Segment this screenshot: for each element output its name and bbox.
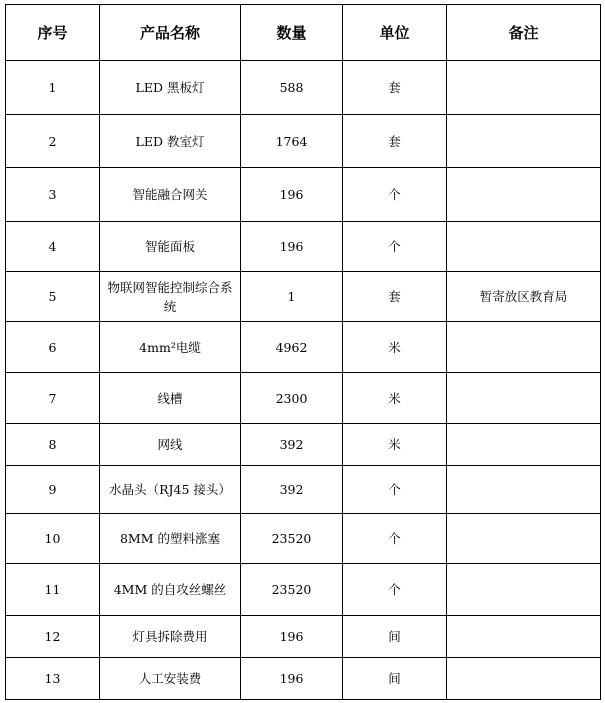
- cell-unit: 米: [343, 322, 447, 373]
- cell-unit: 个: [343, 514, 447, 564]
- cell-quantity: 392: [241, 424, 343, 466]
- cell-name: 线槽: [100, 373, 241, 424]
- cell-quantity: 23520: [241, 514, 343, 564]
- cell-index: 11: [6, 564, 100, 616]
- cell-unit: 米: [343, 424, 447, 466]
- cell-index: 5: [6, 272, 100, 322]
- table-row: [6, 616, 601, 658]
- table-row: [6, 272, 601, 322]
- cell-unit: 间: [343, 616, 447, 658]
- cell-index: 13: [6, 658, 100, 700]
- cell-note: [447, 564, 601, 616]
- table-row: [6, 168, 601, 222]
- cell-name: 灯具拆除费用: [100, 616, 241, 658]
- cell-name: 人工安装费: [100, 658, 241, 700]
- table-row: [6, 424, 601, 466]
- cell-unit: 套: [343, 61, 447, 115]
- cell-quantity: 2300: [241, 373, 343, 424]
- cell-name: 智能面板: [100, 222, 241, 272]
- cell-note: 暂寄放区教育局: [447, 272, 601, 322]
- table-row: [6, 466, 601, 514]
- cell-quantity: 588: [241, 61, 343, 115]
- table-body: [6, 61, 601, 700]
- cell-index: 6: [6, 322, 100, 373]
- table-row: [6, 322, 601, 373]
- table-row: [6, 564, 601, 616]
- cell-quantity: 196: [241, 616, 343, 658]
- cell-note: [447, 168, 601, 222]
- cell-index: 4: [6, 222, 100, 272]
- table-row: [6, 658, 601, 700]
- table-row: [6, 373, 601, 424]
- cell-quantity: 4962: [241, 322, 343, 373]
- table-header: [6, 5, 601, 61]
- cell-unit: 米: [343, 373, 447, 424]
- cell-note: [447, 424, 601, 466]
- cell-name: 网线: [100, 424, 241, 466]
- cell-quantity: 392: [241, 466, 343, 514]
- cell-note: [447, 466, 601, 514]
- table-row: [6, 222, 601, 272]
- cell-unit: 个: [343, 222, 447, 272]
- cell-name: 智能融合网关: [100, 168, 241, 222]
- cell-name: 4mm²电缆: [100, 322, 241, 373]
- cell-quantity: 1764: [241, 115, 343, 168]
- cell-name: LED 教室灯: [100, 115, 241, 168]
- cell-unit: 个: [343, 564, 447, 616]
- table-row: [6, 514, 601, 564]
- cell-index: 9: [6, 466, 100, 514]
- cell-name: 水晶头（RJ45 接头）: [100, 466, 241, 514]
- cell-note: [447, 115, 601, 168]
- cell-index: 1: [6, 61, 100, 115]
- cell-note: [447, 616, 601, 658]
- header-unit: 单位: [343, 5, 447, 61]
- cell-note: [447, 61, 601, 115]
- header-note: 备注: [447, 5, 601, 61]
- cell-quantity: 196: [241, 658, 343, 700]
- table-row: [6, 115, 601, 168]
- cell-index: 2: [6, 115, 100, 168]
- header-row: [6, 5, 601, 61]
- table-row: [6, 61, 601, 115]
- cell-index: 8: [6, 424, 100, 466]
- cell-note: [447, 514, 601, 564]
- header-name: 产品名称: [100, 5, 241, 61]
- cell-note: [447, 222, 601, 272]
- cell-unit: 个: [343, 466, 447, 514]
- cell-unit: 套: [343, 272, 447, 322]
- cell-index: 7: [6, 373, 100, 424]
- header-quantity: 数量: [241, 5, 343, 61]
- cell-name: 4MM 的自攻丝螺丝: [100, 564, 241, 616]
- cell-unit: 个: [343, 168, 447, 222]
- cell-name: 8MM 的塑料涨塞: [100, 514, 241, 564]
- cell-note: [447, 373, 601, 424]
- cell-unit: 间: [343, 658, 447, 700]
- header-index: 序号: [6, 5, 100, 61]
- cell-index: 12: [6, 616, 100, 658]
- cell-quantity: 1: [241, 272, 343, 322]
- cell-name: LED 黑板灯: [100, 61, 241, 115]
- cell-name: 物联网智能控制综合系统: [100, 272, 241, 322]
- cell-quantity: 196: [241, 222, 343, 272]
- cell-quantity: 23520: [241, 564, 343, 616]
- cell-note: [447, 322, 601, 373]
- cell-index: 10: [6, 514, 100, 564]
- cell-index: 3: [6, 168, 100, 222]
- cell-note: [447, 658, 601, 700]
- cell-unit: 套: [343, 115, 447, 168]
- cell-quantity: 196: [241, 168, 343, 222]
- product-table: [5, 4, 601, 700]
